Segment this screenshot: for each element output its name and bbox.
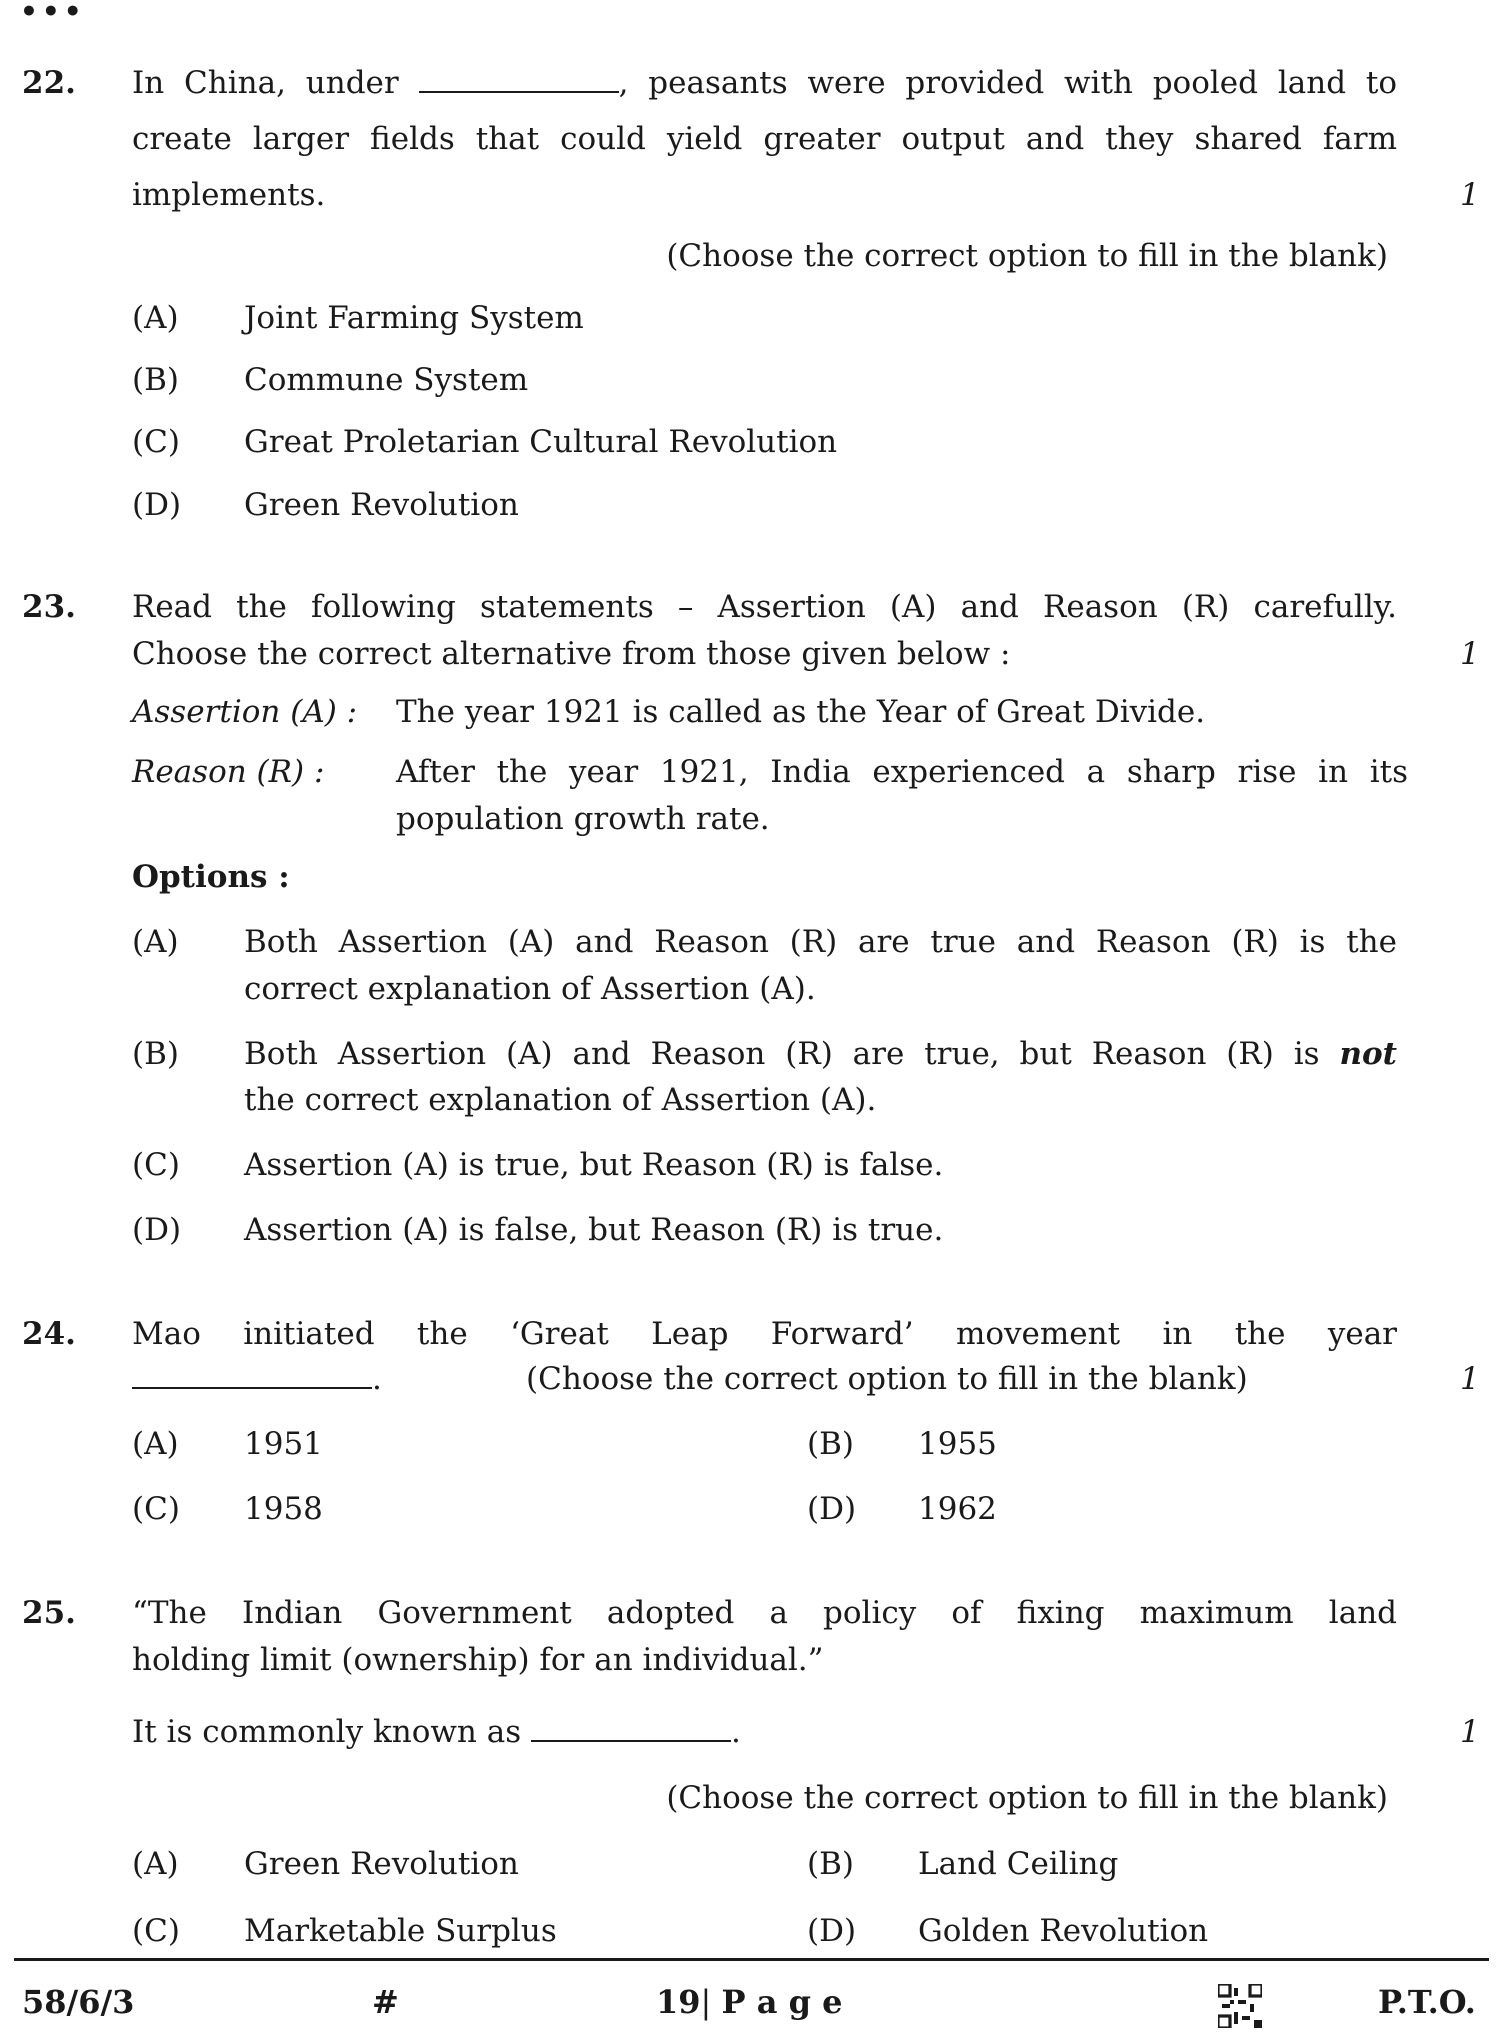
reason-line1: After the year 1921, India experienced a sharp rise in its (396, 754, 1408, 790)
question-number-25: 25. (22, 1595, 76, 1631)
q23-option-a-cont: correct explanation of Assertion (A). (244, 971, 816, 1007)
answer-blank (132, 1359, 372, 1389)
q22-option-a[interactable]: Joint Farming System (244, 300, 584, 336)
q25-option-a[interactable]: Green Revolution (244, 1846, 519, 1882)
q24-option-c[interactable]: 1958 (244, 1491, 323, 1527)
q23-option-c[interactable]: Assertion (A) is true, but Reason (R) is false. (244, 1147, 944, 1183)
hash-mark: # (372, 1983, 399, 2021)
q23-option-a[interactable]: Both Assertion (A) and Reason (R) are true and Reason (R) is the (244, 924, 1397, 960)
option-label: (B) (807, 1846, 854, 1882)
q22-line3: implements. (132, 177, 326, 213)
q22-instruction: (Choose the correct option to fill in the blank) (666, 238, 1388, 274)
option-label: (D) (132, 1212, 182, 1248)
option-label: (C) (132, 1913, 180, 1949)
paper-code: 58/6/3 (22, 1983, 135, 2021)
option-label: (C) (132, 1147, 180, 1183)
q23-option-b[interactable]: Both Assertion (A) and Reason (R) are true, but Reason (R) is not (244, 1036, 1397, 1072)
q25-option-d[interactable]: Golden Revolution (918, 1913, 1209, 1949)
question-number-23: 23. (22, 589, 76, 625)
option-label: (C) (132, 1491, 180, 1527)
q22-option-b[interactable]: Commune System (244, 362, 529, 398)
option-label: (B) (132, 1036, 179, 1072)
q25-line2: holding limit (ownership) for an individual.” (132, 1642, 824, 1678)
q25-marks: 1 (1460, 1714, 1480, 1750)
option-label: (A) (132, 924, 179, 960)
reason-line2: population growth rate. (396, 801, 770, 837)
answer-blank (531, 1712, 731, 1742)
assertion-label: Assertion (A) : (132, 694, 358, 730)
q22-line2: create larger fields that could yield greater output and they shared farm (132, 121, 1397, 157)
page-number: 19| P a g e (656, 1983, 843, 2021)
q22-marks: 1 (1460, 177, 1480, 213)
q23-line2: Choose the correct alternative from those given below : (132, 636, 1011, 672)
q25-line1: “The Indian Government adopted a policy of fixing maximum land (132, 1595, 1397, 1631)
q23-option-d[interactable]: Assertion (A) is false, but Reason (R) is true. (244, 1212, 944, 1248)
q25-line3: It is commonly known as . (132, 1714, 741, 1750)
footer-divider (14, 1958, 1489, 1961)
q22-option-d[interactable]: Green Revolution (244, 487, 519, 523)
options-heading: Options : (132, 859, 290, 895)
qr-code-icon (1218, 1984, 1262, 2028)
q24-option-b[interactable]: 1955 (918, 1426, 997, 1462)
q23-line1: Read the following statements – Assertion (A) and Reason (R) carefully. (132, 589, 1397, 625)
reason-label: Reason (R) : (132, 754, 325, 790)
question-number-24: 24. (22, 1316, 76, 1352)
q24-marks: 1 (1460, 1361, 1480, 1397)
q24-option-d[interactable]: 1962 (918, 1491, 997, 1527)
option-label: (B) (132, 362, 179, 398)
option-label: (D) (132, 487, 182, 523)
pto-text: P.T.O. (1378, 1983, 1476, 2021)
q24-line2: . (132, 1359, 382, 1399)
q23-marks: 1 (1460, 636, 1480, 672)
option-label: (A) (132, 300, 179, 336)
q24-instruction: (Choose the correct option to fill in the blank) (526, 1361, 1248, 1397)
question-number-22: 22. (22, 65, 76, 101)
q24-line1: Mao initiated the ‘Great Leap Forward’ movement in the year (132, 1316, 1397, 1352)
q25-option-b[interactable]: Land Ceiling (918, 1846, 1119, 1882)
menu-dots[interactable]: ••• (20, 0, 86, 28)
option-label: (A) (132, 1426, 179, 1462)
option-label: (C) (132, 424, 180, 460)
q23-option-b-cont: the correct explanation of Assertion (A). (244, 1082, 877, 1118)
option-label: (D) (807, 1491, 857, 1527)
option-label: (D) (807, 1913, 857, 1949)
q22-line1: In China, under , peasants were provided with pooled land to (132, 65, 1397, 101)
q25-option-c[interactable]: Marketable Surplus (244, 1913, 557, 1949)
answer-blank (419, 63, 619, 93)
q24-option-a[interactable]: 1951 (244, 1426, 323, 1462)
option-label: (A) (132, 1846, 179, 1882)
assertion-text: The year 1921 is called as the Year of Great Divide. (396, 694, 1206, 730)
q25-instruction: (Choose the correct option to fill in the blank) (666, 1780, 1388, 1816)
q22-option-c[interactable]: Great Proletarian Cultural Revolution (244, 424, 838, 460)
option-label: (B) (807, 1426, 854, 1462)
